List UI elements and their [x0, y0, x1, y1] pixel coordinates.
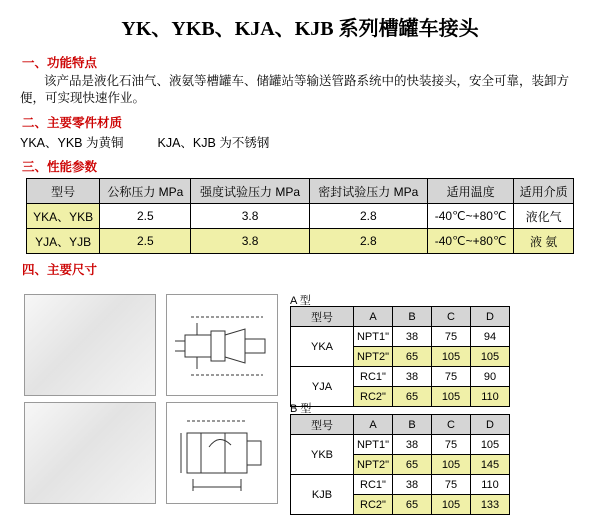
perf-cell: 液 氨: [514, 229, 574, 254]
dim-b-col-header: B: [393, 415, 432, 435]
perf-cell: 液化气: [514, 204, 574, 229]
section-heading-features: 一、功能特点: [22, 56, 98, 70]
dimension-table-b: [290, 414, 510, 515]
section-heading-performance: 三、性能参数: [22, 160, 98, 174]
dim-a-cell: 75: [432, 327, 471, 347]
dimension-table-a: [290, 306, 510, 407]
dim-b-model: YKB: [291, 435, 354, 475]
table-header-row: [291, 415, 510, 435]
perf-col-header: 强度试验压力 MPa: [191, 179, 309, 204]
dim-a-cell: 38: [393, 327, 432, 347]
dim-a-col-header: D: [471, 307, 510, 327]
perf-cell: 3.8: [191, 204, 309, 229]
dim-b-col-header: A: [354, 415, 393, 435]
table-header-row: [27, 179, 574, 204]
material-line: [20, 133, 600, 151]
dim-a-cell: 105: [432, 347, 471, 367]
perf-cell: 2.8: [309, 229, 427, 254]
dim-b-cell: NPT1": [354, 435, 393, 455]
dim-b-cell: 75: [432, 475, 471, 495]
material-left-text: YKA、YKB 为黄铜: [20, 136, 124, 150]
dim-b-col-header: 型号: [291, 415, 354, 435]
dim-b-col-header: D: [471, 415, 510, 435]
perf-cell: 3.8: [191, 229, 309, 254]
table-row: [27, 229, 574, 254]
perf-col-header: 公称压力 MPa: [100, 179, 191, 204]
perf-cell: 2.5: [100, 204, 191, 229]
coupling-drawing-a-graphic: [167, 295, 277, 395]
dim-a-col-header: B: [393, 307, 432, 327]
dim-b-cell: 105: [471, 435, 510, 455]
dim-b-cell: 105: [432, 455, 471, 475]
dim-a-cell: 38: [393, 367, 432, 387]
material-right-text: KJA、KJB 为不锈钢: [157, 136, 270, 150]
table-row: [291, 435, 510, 455]
dim-a-cell: 110: [471, 387, 510, 407]
perf-cell: -40℃~+80℃: [427, 204, 513, 229]
type-label-b: B 型: [290, 403, 312, 415]
perf-cell: 2.5: [100, 229, 191, 254]
dim-a-cell: 105: [432, 387, 471, 407]
dim-a-col-header: A: [354, 307, 393, 327]
dim-a-model: YJA: [291, 367, 354, 407]
line-drawing-a: [166, 294, 278, 396]
dim-a-cell: 65: [393, 387, 432, 407]
perf-cell: -40℃~+80℃: [427, 229, 513, 254]
line-drawing-b: [166, 402, 278, 504]
dim-a-cell: 105: [471, 347, 510, 367]
dim-b-col-header: C: [432, 415, 471, 435]
table-row: [291, 327, 510, 347]
dim-a-col-header: 型号: [291, 307, 354, 327]
table-row: [27, 204, 574, 229]
dim-a-model: YKA: [291, 327, 354, 367]
perf-col-header: 密封试验压力 MPa: [309, 179, 427, 204]
dim-b-cell: 38: [393, 475, 432, 495]
dim-b-cell: NPT2": [354, 455, 393, 475]
table-header-row: [291, 307, 510, 327]
dim-a-cell: 75: [432, 367, 471, 387]
dim-a-cell: NPT2": [354, 347, 393, 367]
dim-b-cell: 133: [471, 495, 510, 515]
photo-background: [25, 295, 155, 395]
section-heading-material: 二、主要零件材质: [22, 116, 123, 130]
dim-b-cell: 105: [432, 495, 471, 515]
dim-a-col-header: C: [432, 307, 471, 327]
performance-table: [26, 178, 574, 254]
dim-a-cell: 65: [393, 347, 432, 367]
table-row: [291, 475, 510, 495]
dim-b-cell: RC2": [354, 495, 393, 515]
dim-b-cell: 110: [471, 475, 510, 495]
dim-a-cell: RC2": [354, 387, 393, 407]
perf-cell: 2.8: [309, 204, 427, 229]
features-paragraph: 该产品是液化石油气、液氨等槽罐车、储罐站等输送管路系统中的快装接头，安全可靠，装卸方便，可实现快速作业。: [20, 74, 570, 105]
dim-b-cell: 65: [393, 455, 432, 475]
dim-a-cell: 90: [471, 367, 510, 387]
perf-col-header: 型号: [27, 179, 100, 204]
perf-col-header: 适用温度: [427, 179, 513, 204]
table-row: [291, 367, 510, 387]
dim-b-cell: 65: [393, 495, 432, 515]
coupling-drawing-b-graphic: [167, 403, 277, 503]
dim-b-cell: 145: [471, 455, 510, 475]
perf-cell: YJA、YJB: [27, 229, 100, 254]
perf-cell: YKA、YKB: [27, 204, 100, 229]
product-photo-a: [24, 294, 156, 396]
dim-b-cell: 38: [393, 435, 432, 455]
dim-b-cell: 75: [432, 435, 471, 455]
dim-a-cell: NPT1": [354, 327, 393, 347]
dim-b-cell: RC1": [354, 475, 393, 495]
dim-a-cell: RC1": [354, 367, 393, 387]
photo-background: [25, 403, 155, 503]
dim-b-model: KJB: [291, 475, 354, 515]
type-label-a: A 型: [290, 295, 311, 307]
product-photo-b: [24, 402, 156, 504]
dim-a-cell: 94: [471, 327, 510, 347]
perf-col-header: 适用介质: [514, 179, 574, 204]
page-title: YK、YKB、KJA、KJB 系列槽罐车接头: [121, 18, 479, 40]
section-heading-dimensions: 四、主要尺寸: [22, 263, 98, 277]
